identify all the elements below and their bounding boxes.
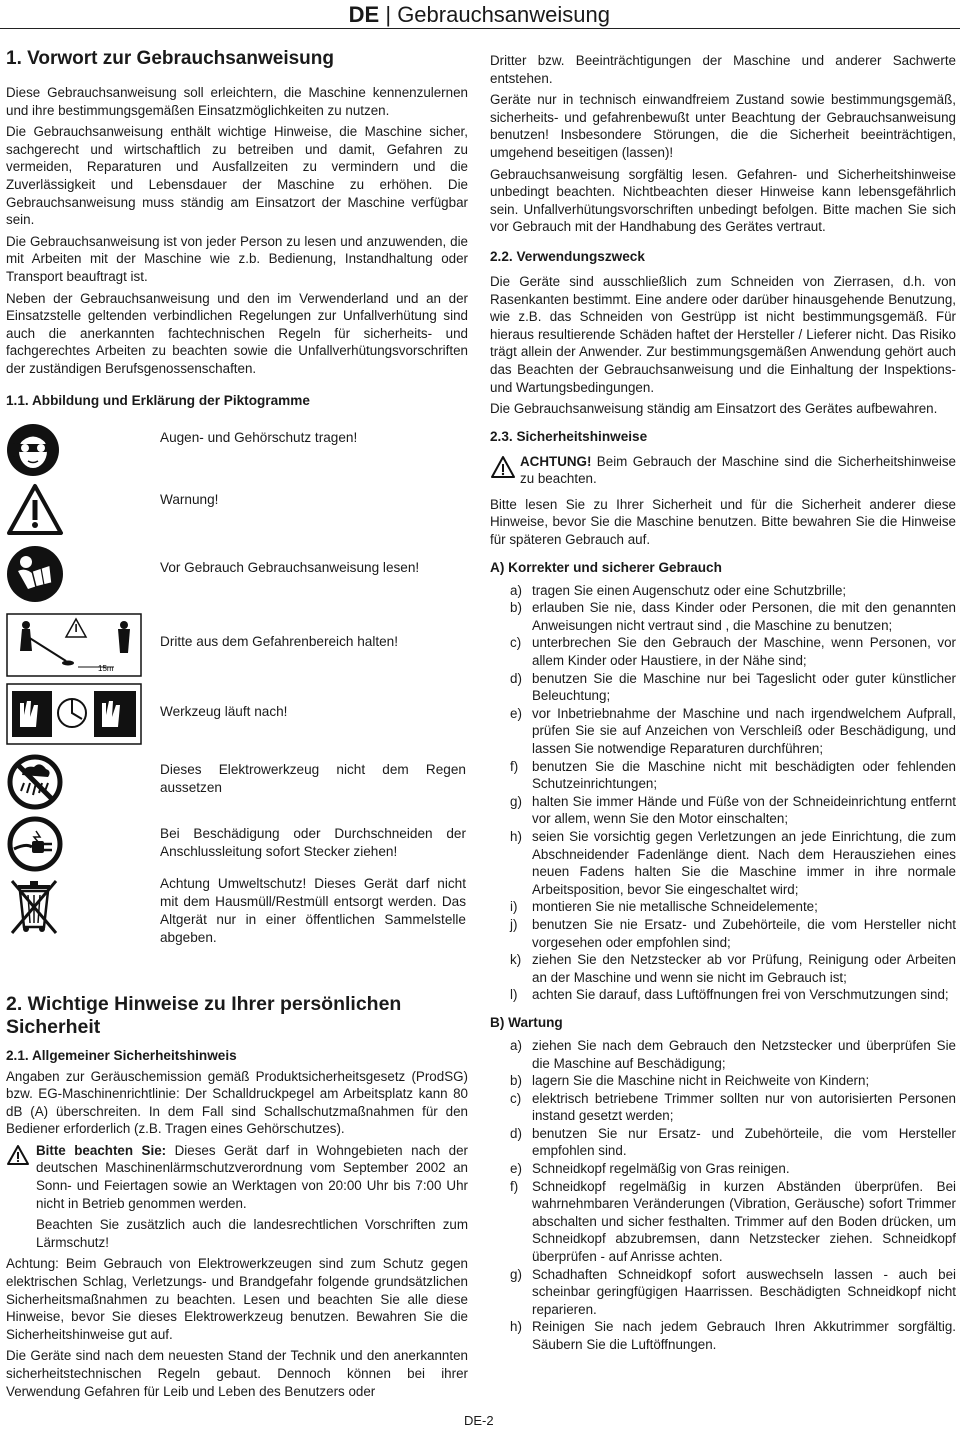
warning-triangle-icon <box>6 483 64 542</box>
note-bold: Bitte beachten Sie: <box>36 1142 167 1158</box>
section-b-heading: B) Wartung <box>490 1014 563 1030</box>
list-text: benutzen Sie die Maschine nicht mit beschädigten oder fehlenden Schutzeinrichtungen; <box>532 758 956 792</box>
list-text: montieren Sie nie metallische Schneidelemente; <box>532 899 818 915</box>
list-item <box>490 1266 956 1319</box>
list-marker: f) <box>510 758 519 774</box>
list-marker: k) <box>510 952 522 968</box>
pictogram-row <box>6 875 468 965</box>
list-item <box>490 1037 956 1072</box>
paragraph: Dritter bzw. Beeinträchtigungen der Maschine und anderer Sachwerte entstehen. <box>490 53 956 86</box>
list-marker: g) <box>510 793 522 809</box>
list-b <box>490 1037 956 1354</box>
list-item <box>490 1318 956 1353</box>
warning-triangle-icon <box>6 1144 30 1171</box>
list-item <box>490 705 956 758</box>
list-text: ziehen Sie den Netzstecker ab vor Prüfung, Reinigung oder Arbeiten an der Maschine und wenn sie nicht im Gebrauch ist; <box>532 952 956 985</box>
list-text: unterbrechen Sie den Gebrauch der Maschine, wenn Personen, vor allem Kinder oder Haustiere, in der Nähe sind; <box>532 635 956 669</box>
list-text: seien Sie vorsichtig gegen Verletzungen an jede Einrichtung, die zum Abschneidender Fadenlänge dient. Nach dem Herausziehen eines neuen Fadens halten Sie die Maschine immer in ihre normale Arbeitsposition, bevor Sie eingeschaltet wird; <box>532 828 956 897</box>
keep-distance-icon <box>6 613 142 682</box>
list-text: Schadhaften Schneidkopf sofort auswechseln lassen - auch bei scheinbar geringfügigen Haarrissen. Beschädigten Schneidkopf nicht reparieren. <box>532 1266 956 1317</box>
section-2-2-heading: 2.2. Verwendungszweck <box>490 248 645 264</box>
list-text: vor Inbetriebnahme der Maschine und nach irgendwelchem Aufprall, prüfen Sie sie auf Anzeichen von Verschleiß oder Beschädigung, und lassen Sie notwendige Reparaturen durchführen; <box>532 705 956 756</box>
pictogram-text: Dritte aus dem Gefahrenbereich halten! <box>160 633 399 649</box>
pictogram-row <box>6 753 468 813</box>
page-number: DE-2 <box>464 1413 494 1428</box>
paragraph: Achtung: Beim Gebrauch von Elektrowerkzeugen sind zum Schutz gegen elektrischen Schlag, Verletzungs- und Brandgefahr folgende grundsätzlichen Sicherheitsmaßnahmen zu beachten. Lesen und beachten Sie alle diese Hinweise, bevor Sie dieses Elektrowerkzeug benutzen. Bewahren Sie die Sicherheitshinweise gut auf. <box>6 1256 468 1342</box>
paragraph: Bitte lesen Sie zu Ihrer Sicherheit und für die Sicherheit anderer diese Hinweise, bevor Sie die Maschine benutzen. Bitte bewahren Sie die Hinweise für späteren Gebrauch auf. <box>490 496 956 548</box>
list-marker: e) <box>510 705 522 721</box>
paragraph: Diese Gebrauchsanweisung soll erleichtern, die Maschine kennenzulernen und ihre bestimmungsgemäßen Einsatzmöglichkeiten zu nutzen. <box>6 85 468 118</box>
protective-gear-icon <box>6 423 60 482</box>
list-marker: a) <box>510 1037 522 1053</box>
list-text: benutzen Sie die Maschine nur bei Tageslicht oder guter künstlicher Beleuchtung; <box>532 670 956 704</box>
list-marker: b) <box>510 600 522 616</box>
pictogram-text: Augen- und Gehörschutz tragen! <box>160 429 358 445</box>
list-item <box>490 670 956 705</box>
note-text: Dieses Gerät darf in Wohngebieten nach der deutschen Maschinenlärmschutzverordnung vom September 2002 an Sonn- und Feiertagen sowie an Werktagen von 20:00 Uhr bis 7:00 Uhr nicht in Betrieb genommen werden. <box>36 1142 469 1211</box>
list-item <box>490 1160 956 1178</box>
pictogram-text: Werkzeug läuft nach! <box>160 703 288 719</box>
list-a <box>490 582 956 1004</box>
warn-text: Beim Gebrauch der Maschine sind die Sicherheitshinweise zu beachten. <box>520 453 956 487</box>
list-text: halten Sie immer Hände und Füße von der Schneideinrichtung entfernt vor allem, wenn Sie den Motor einschalten; <box>532 793 956 827</box>
list-text: ziehen Sie nach dem Gebrauch den Netzstecker und überprüfen Sie die Maschine auf Beschädigung; <box>532 1037 956 1071</box>
list-marker: g) <box>510 1266 522 1282</box>
pictogram-row <box>6 815 468 875</box>
pictogram-row <box>6 541 468 605</box>
paragraph: Die Gebrauchsanweisung enthält wichtige Hinweise, die Maschine sicher, sachgerecht und wirtschaftlich zu betreiben und damit, Gefahren zu vermeiden, Reparaturen und Ausfallzeiten zu vermindern und die Zuverlässigkeit und Lebensdauer der Maschine zu erhöhen. Die Gebrauchsanweisung muss ständig am Einsatzort der Maschine verfügbar sein. <box>6 124 468 228</box>
list-item <box>490 1072 956 1090</box>
pictogram-row <box>6 423 468 483</box>
header-title <box>349 2 610 28</box>
list-marker: h) <box>510 828 522 844</box>
list-item <box>490 916 956 951</box>
warn-bold: ACHTUNG! <box>520 453 592 469</box>
list-item <box>490 634 956 669</box>
crossed-bin-icon <box>6 875 64 944</box>
paragraph: Angaben zur Geräuschemission gemäß Produktsicherheitsgesetz (ProdSG) bzw. EG-Maschinenrichtlinie: Der Schalldruckpegel am Arbeitsplatz kann 80 dB (A) überschreiten. In dem Fall sind Schallschutzmaßnahmen für den Bediener erforderlich (z.B. Tragen eines Gehörschutzes). <box>6 1068 468 1137</box>
section-2-3-heading: 2.3. Sicherheitshinweise <box>490 428 648 444</box>
safety-warning <box>490 453 956 488</box>
paragraph: Neben der Gebrauchsanweisung und den im Verwenderland und an der Einsatzstelle geltenden verbindlichen Regelungen zur Unfallverhütung sind auch die anerkannten fachtechnischen Regeln für sicherheits- und fachgerechtes Arbeiten zu beachten sowie die Unfallverhütungsvorschriften der zuständigen Berufsgenossenschaften. <box>6 290 468 376</box>
list-marker: c) <box>510 635 522 651</box>
paragraph: Die Gebrauchsanweisung ständig am Einsatzort des Gerätes aufbewahren. <box>490 401 938 417</box>
list-text: tragen Sie einen Augenschutz oder eine Schutzbrille; <box>532 582 847 598</box>
list-marker: l) <box>510 987 518 1003</box>
list-text: achten Sie darauf, dass Luftöffnungen frei von Verschmutzungen sind; <box>532 987 949 1003</box>
list-text: Reinigen Sie nach jedem Gebrauch Ihren Akkutrimmer sorgfältig. Säubern Sie die Luftöffnungen. <box>532 1319 956 1352</box>
list-marker: b) <box>510 1073 522 1089</box>
section-1-1-heading: 1.1. Abbildung und Erklärung der Piktogramme <box>6 392 310 408</box>
paragraph: Geräte nur in technisch einwandfreiem Zustand sowie bestimmungsgemäß, sicherheits- und gefahrenbewußt unter Beachtung der Gebrauchsanweisung benutzen! Insbesondere Störungen, die die Sicherheit beeinträchtigen, umgehend beseitigen (lassen)! <box>490 92 956 160</box>
section-1-heading: 1. Vorwort zur Gebrauchsanweisung <box>6 48 334 69</box>
left-column <box>6 40 468 1404</box>
pictogram-text: Dieses Elektrowerkzeug nicht dem Regen aussetzen <box>160 761 466 795</box>
warning-triangle-icon <box>490 455 516 484</box>
pictogram-list <box>6 423 468 983</box>
pictogram-text: Warnung! <box>160 491 219 507</box>
right-column <box>490 52 956 1358</box>
list-item <box>490 1125 956 1160</box>
tool-runs-on-icon <box>6 683 142 750</box>
svg-text:15m: 15m <box>98 663 114 673</box>
pictogram-row <box>6 483 468 543</box>
list-marker: d) <box>510 1125 522 1141</box>
header-lang: DE <box>348 2 380 27</box>
section-2-heading: 2. Wichtige Hinweise zu Ihrer persönlichen Sicherheit <box>6 992 402 1038</box>
list-text: Schneidkopf regelmäßig in kurzen Abständen überprüfen. Bei wahrnehmbaren Veränderungen (Vibration, Geräusche) sofort Trimmer abschalten und sicher festhalten. Trimmer auf den Boden drücken, um Schneidkopf abzubremsen, dann Netzstecker ziehen. Schneidkopf überprüfen - auf Anrisse achten. <box>532 1178 956 1265</box>
list-marker: i) <box>510 899 518 915</box>
header-separator: | <box>385 2 392 27</box>
paragraph: Die Gebrauchsanweisung ist von jeder Person zu lesen und anzuwenden, die mit Arbeiten mit der Maschine wie z.b. Bedienung, Instandhaltung oder Transport beauftragt ist. <box>6 233 468 284</box>
paragraph: Gebrauchsanweisung sorgfältig lesen. Gefahren- und Sicherheitshinweise unbedingt beachten. Nichtbeachten dieser Hinweise kann lebensgefährlich sein. Unfallverhütungsvorschriften unbedingt befolgen. Bitte machen Sie sich vor Gebrauch mit der Handhabung des Gerätes vertraut. <box>490 166 956 235</box>
list-item <box>490 599 956 634</box>
list-item <box>490 951 956 986</box>
list-item <box>490 1090 956 1125</box>
list-text: benutzen Sie nur Ersatz- und Zubehörteile, die vom Hersteller empfohlen sind. <box>532 1125 956 1159</box>
list-text: lagern Sie die Maschine nicht in Reichweite von Kindern; <box>532 1073 870 1089</box>
paragraph: Die Geräte sind nach dem neuesten Stand der Technik und den anerkannten sicherheitstechnischen Regeln gebaut. Dennoch können bei ihrer Verwendung Gefahren für Leib und Leben des Benutzers oder <box>6 1348 468 1399</box>
list-text: elektrisch betriebene Trimmer sollten nur von autorisierten Personen instand gesetzt werden; <box>532 1090 956 1124</box>
list-marker: e) <box>510 1161 522 1177</box>
list-marker: j) <box>510 916 518 932</box>
noise-note <box>6 1142 468 1252</box>
list-marker: a) <box>510 582 522 598</box>
list-text: benutzen Sie nie Ersatz- und Zubehörteile, die vom Hersteller nicht vorgesehen oder empfohlen sind; <box>532 916 956 950</box>
note-text-2: Beachten Sie zusätzlich auch die landesrechtlichen Vorschriften zum Lärmschutz! <box>36 1217 468 1250</box>
list-marker: f) <box>510 1178 519 1194</box>
section-2-1-heading: 2.1. Allgemeiner Sicherheitshinweis <box>6 1047 237 1063</box>
list-marker: c) <box>510 1090 522 1106</box>
no-rain-icon <box>6 753 64 816</box>
list-marker: h) <box>510 1319 522 1335</box>
list-item <box>490 1178 956 1266</box>
paragraph: Die Geräte sind ausschließlich zum Schneiden von Zierrasen, d.h. von Rasenkanten bestimmt. Eine andere oder darüber hinausgehende Benutzung, wie z.B. das Schneiden von Gestrüpp ist nicht bestimmungsgemäß. Für hieraus resultierende Schäden haftet der Hersteller / Lieferer nicht. Das Risiko trägt allein der Anwender. Zur bestimmungsgemäßen Anwendung gehört auch das Beachten der Gebrauchsanweisung und die Einhaltung der Inspektions- und Wartungsbedingungen. <box>490 273 956 395</box>
list-marker: d) <box>510 670 522 686</box>
pictogram-row <box>6 683 468 745</box>
list-item <box>490 758 956 793</box>
list-item <box>490 898 956 916</box>
read-manual-icon <box>6 545 64 608</box>
list-text: erlauben Sie nie, dass Kinder oder Personen, die mit den genannten Anweisungen nicht vertraut sind , die Maschine zu benutzen; <box>532 600 956 633</box>
list-item <box>490 828 956 898</box>
list-item <box>490 986 956 1004</box>
list-item <box>490 582 956 600</box>
pictogram-text: Achtung Umweltschutz! Dieses Gerät darf nicht mit dem Hausmüll/Restmüll entsorgt werden. Das Altgerät nur in einer öffentlichen Sammelstelle abgeben. <box>160 875 466 945</box>
pictogram-text: Bei Beschädigung oder Durchschneiden der Anschlussleitung sofort Stecker ziehen! <box>160 825 466 859</box>
header-rule <box>0 28 960 29</box>
list-text: Schneidkopf regelmäßig von Gras reinigen. <box>532 1161 790 1177</box>
section-a-heading: A) Korrekter und sicherer Gebrauch <box>490 559 722 575</box>
unplug-icon <box>6 815 64 878</box>
list-item <box>490 793 956 828</box>
header-text: Gebrauchsanweisung <box>397 2 610 27</box>
page-header <box>0 0 960 30</box>
pictogram-row <box>6 613 468 677</box>
pictogram-text: Vor Gebrauch Gebrauchsanweisung lesen! <box>160 559 420 575</box>
